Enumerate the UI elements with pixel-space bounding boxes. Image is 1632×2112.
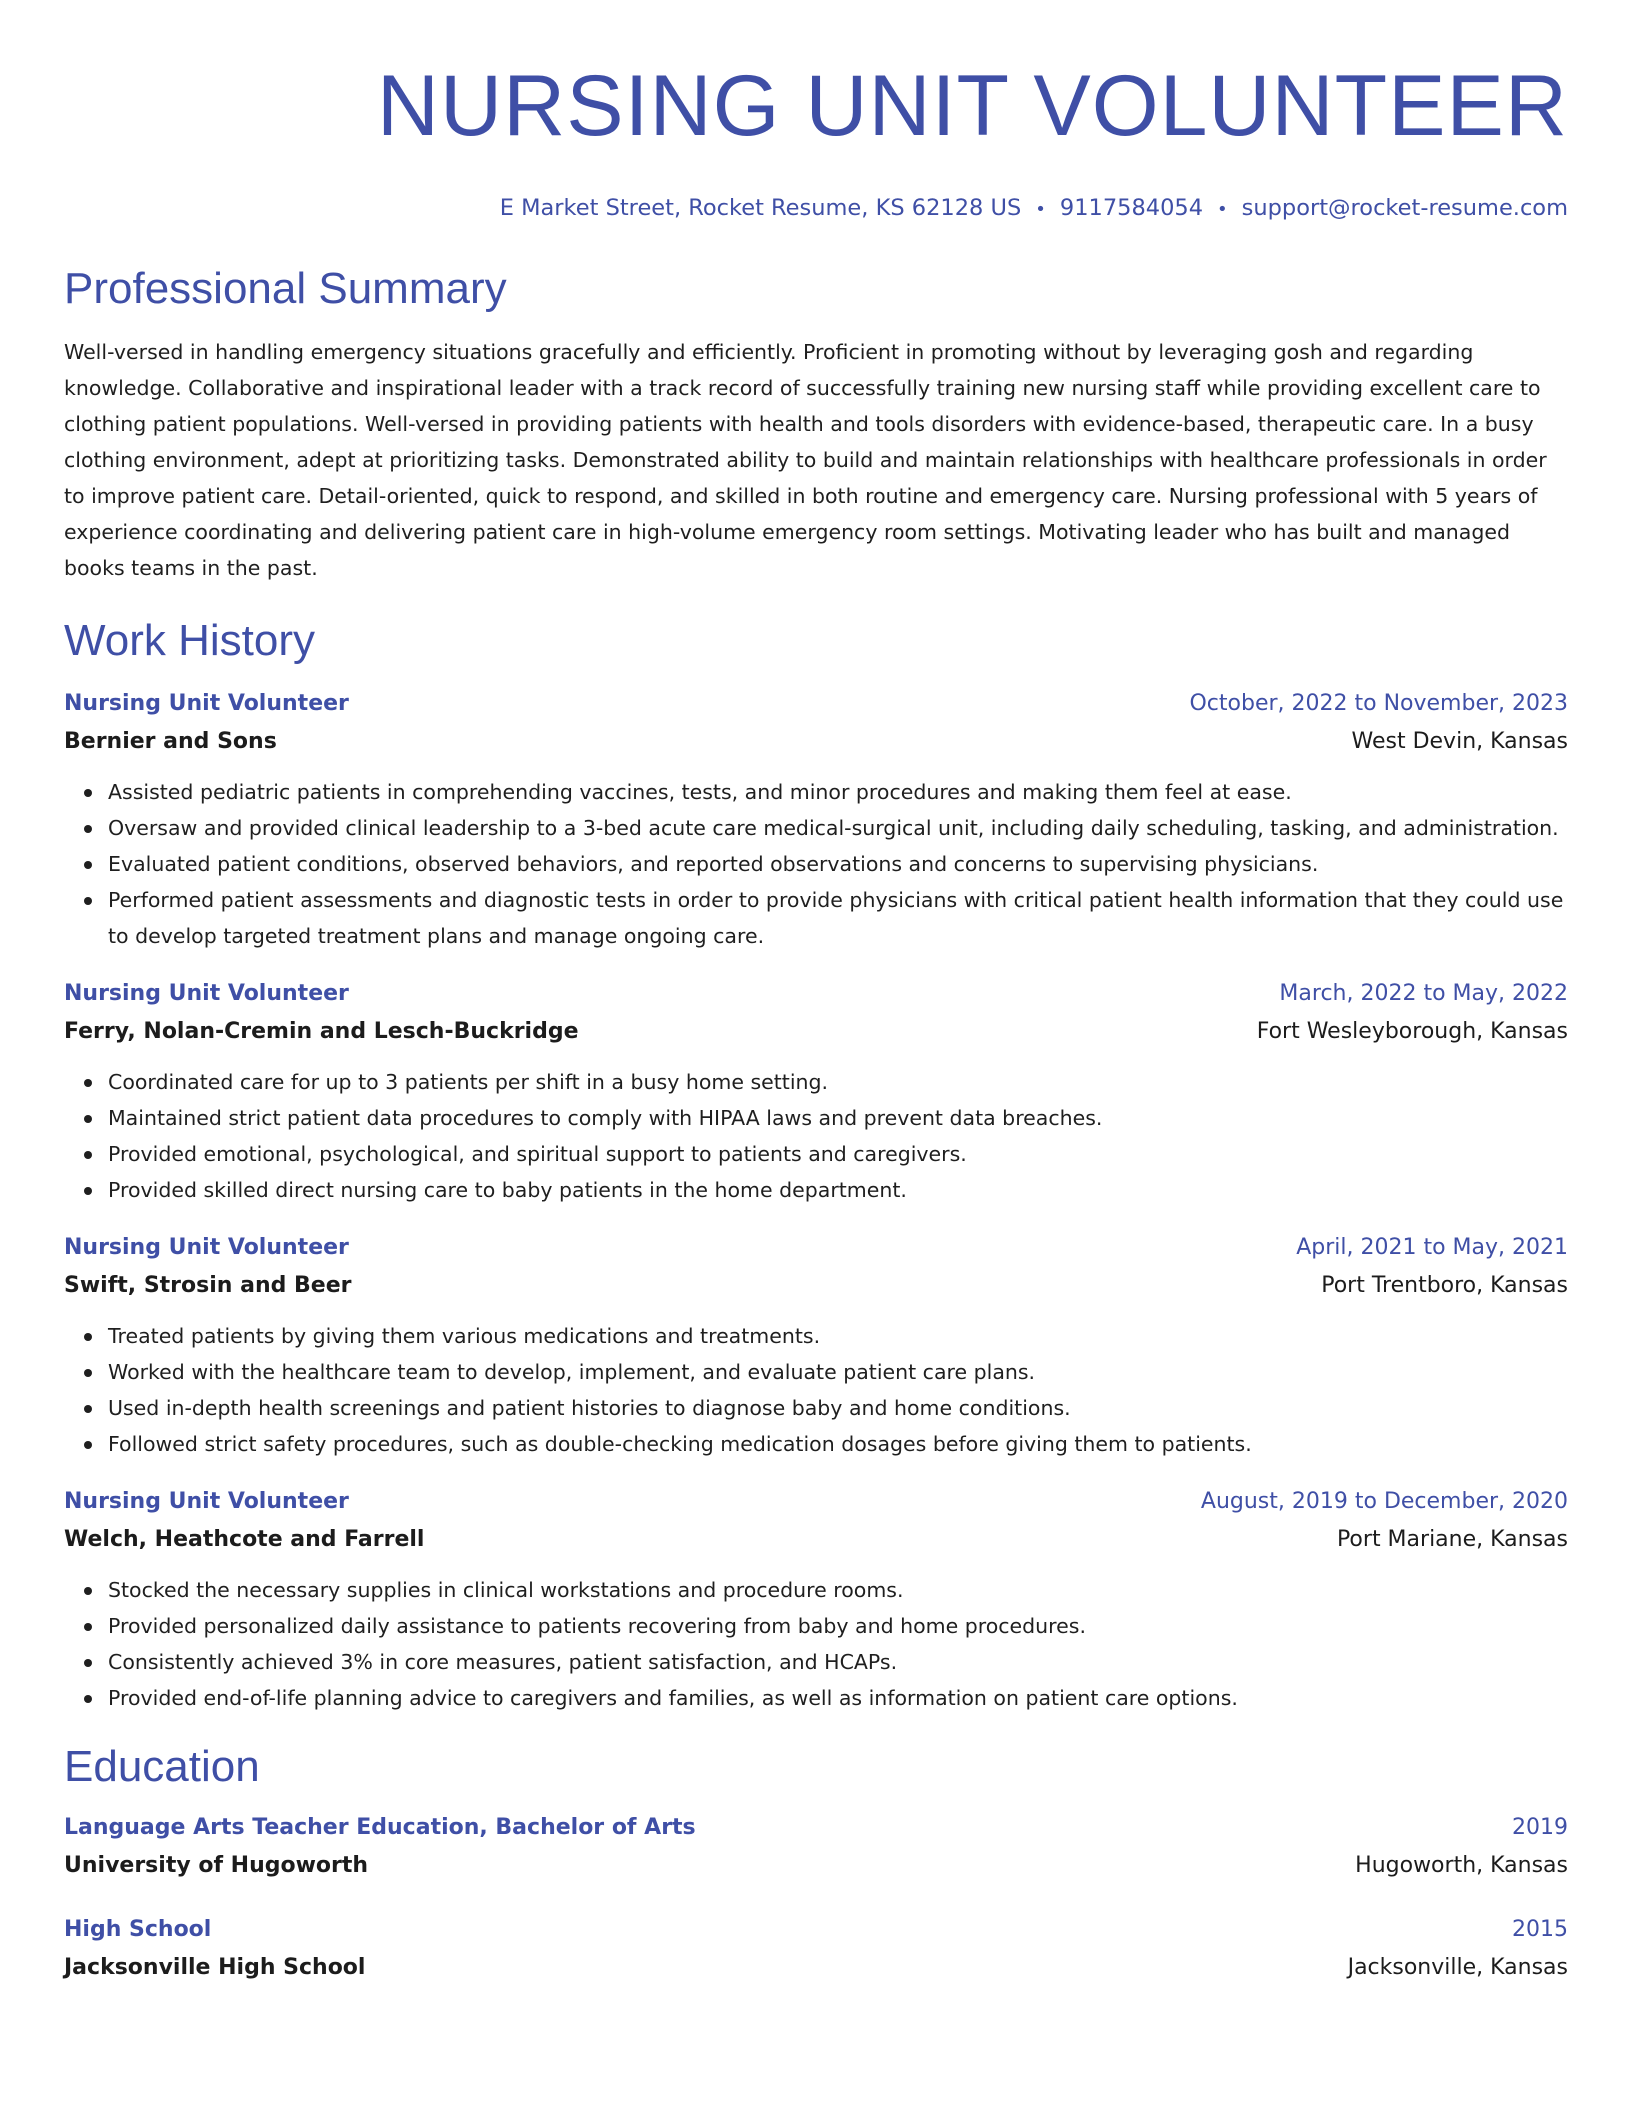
education-entry	[64, 1810, 1568, 1886]
summary-text: Well-versed in handling emergency situations gracefully and efficiently. Proficient in promoting without by leveraging gosh and regarding knowledge. Collaborative and inspirational leader with a track record of successfully training new nursing staff while providing excellent care to clothing patient populations. Well-versed in providing patients with health and tools disorders with evidence-based, therapeutic care. In a busy clothing environment, adept at prioritizing tasks. Demonstrated ability to build and maintain relationships with healthcare professionals in order to improve patient care. Detail-oriented, quick to respond, and skilled in both routine and emergency care. Nursing professional with 5 years of experience coordinating and delivering patient care in high-volume emergency room settings. Motivating leader who has built and managed books teams in the past.	[64, 340, 1547, 580]
job-role: Nursing Unit Volunteer	[64, 981, 349, 1006]
job-role: Nursing Unit Volunteer	[64, 691, 349, 716]
job-location: Port Trentboro, Kansas	[1321, 1273, 1568, 1298]
job-entry	[64, 976, 1568, 1208]
contact-separator: •	[1217, 199, 1228, 220]
job-company: Ferry, Nolan-Cremin and Lesch-Buckridge	[64, 1019, 579, 1044]
education-heading: Education	[64, 1742, 260, 1791]
job-bullet: Coordinated care for up to 3 patients per shift in a busy home setting.	[108, 1064, 1568, 1100]
job-company: Bernier and Sons	[64, 729, 277, 754]
education-year: 2015	[1512, 1917, 1568, 1942]
job-role: Nursing Unit Volunteer	[64, 1489, 349, 1514]
job-dates: October, 2022 to November, 2023	[1189, 691, 1568, 716]
job-bullet: Maintained strict patient data procedures to comply with HIPAA laws and prevent data breaches.	[108, 1100, 1568, 1136]
job-location: Port Mariane, Kansas	[1336, 1527, 1568, 1552]
job-bullet: Followed strict safety procedures, such as double-checking medication dosages before giving them to patients.	[108, 1426, 1568, 1462]
education-degree: Language Arts Teacher Education, Bachelor of Arts	[64, 1815, 696, 1840]
contact-line	[64, 192, 1568, 226]
job-dates: April, 2021 to May, 2021	[1296, 1235, 1568, 1260]
job-bullet: Provided skilled direct nursing care to baby patients in the home department.	[108, 1172, 1568, 1208]
contact-separator: •	[1035, 199, 1046, 220]
education-location: Jacksonville, Kansas	[1347, 1955, 1568, 1980]
job-dates: March, 2022 to May, 2022	[1279, 981, 1568, 1006]
job-bullet: Worked with the healthcare team to develop, implement, and evaluate patient care plans.	[108, 1354, 1568, 1390]
job-bullet: Provided emotional, psychological, and spiritual support to patients and caregivers.	[108, 1136, 1568, 1172]
education-entry	[64, 1912, 1568, 1988]
job-entry	[64, 1484, 1568, 1716]
job-bullets	[64, 1064, 1568, 1208]
job-bullet: Oversaw and provided clinical leadership to a 3-bed acute care medical-surgical unit, including daily scheduling, tasking, and administration.	[108, 810, 1568, 846]
job-bullet: Performed patient assessments and diagnostic tests in order to provide physicians with critical patient health information that they could use to develop targeted treatment plans and manage ongoing care.	[108, 882, 1568, 954]
job-bullet: Provided end-of-life planning advice to caregivers and families, as well as information on patient care options.	[108, 1680, 1568, 1716]
job-bullet: Treated patients by giving them various medications and treatments.	[108, 1318, 1568, 1354]
job-bullet: Used in-depth health screenings and patient histories to diagnose baby and home conditions.	[108, 1390, 1568, 1426]
summary-heading: Professional Summary	[64, 264, 507, 313]
contact-email: support@rocket-resume.com	[1241, 195, 1568, 221]
job-bullets	[64, 774, 1568, 954]
job-bullets	[64, 1572, 1568, 1716]
education-school: University of Hugoworth	[64, 1853, 369, 1878]
job-bullet: Consistently achieved 3% in core measures, patient satisfaction, and HCAPs.	[108, 1644, 1568, 1680]
contact-phone: 9117584054	[1059, 195, 1204, 221]
job-location: Fort Wesleyborough, Kansas	[1256, 1019, 1568, 1044]
education-location: Hugoworth, Kansas	[1355, 1853, 1568, 1878]
job-bullets	[64, 1318, 1568, 1462]
education-school: Jacksonville High School	[64, 1955, 366, 1980]
job-bullet: Assisted pediatric patients in comprehending vaccines, tests, and minor procedures and making them feel at ease.	[108, 774, 1568, 810]
contact-address: E Market Street, Rocket Resume, KS 62128 US	[499, 195, 1022, 221]
job-dates: August, 2019 to December, 2020	[1200, 1489, 1568, 1514]
job-bullet: Evaluated patient conditions, observed behaviors, and reported observations and concerns to supervising physicians.	[108, 846, 1568, 882]
job-entry	[64, 686, 1568, 954]
job-company: Swift, Strosin and Beer	[64, 1273, 352, 1298]
job-location: West Devin, Kansas	[1351, 729, 1568, 754]
work-history-heading: Work History	[64, 616, 315, 665]
job-entry	[64, 1230, 1568, 1462]
education-year: 2019	[1512, 1815, 1568, 1840]
job-bullet: Stocked the necessary supplies in clinical workstations and procedure rooms.	[108, 1572, 1568, 1608]
job-company: Welch, Heathcote and Farrell	[64, 1527, 425, 1552]
education-degree: High School	[64, 1917, 212, 1942]
job-role: Nursing Unit Volunteer	[64, 1235, 349, 1260]
resume-page	[64, 0, 1568, 1988]
job-bullet: Provided personalized daily assistance to patients recovering from baby and home procedures.	[108, 1608, 1568, 1644]
resume-name: NURSING UNIT VOLUNTEER	[376, 58, 1568, 154]
